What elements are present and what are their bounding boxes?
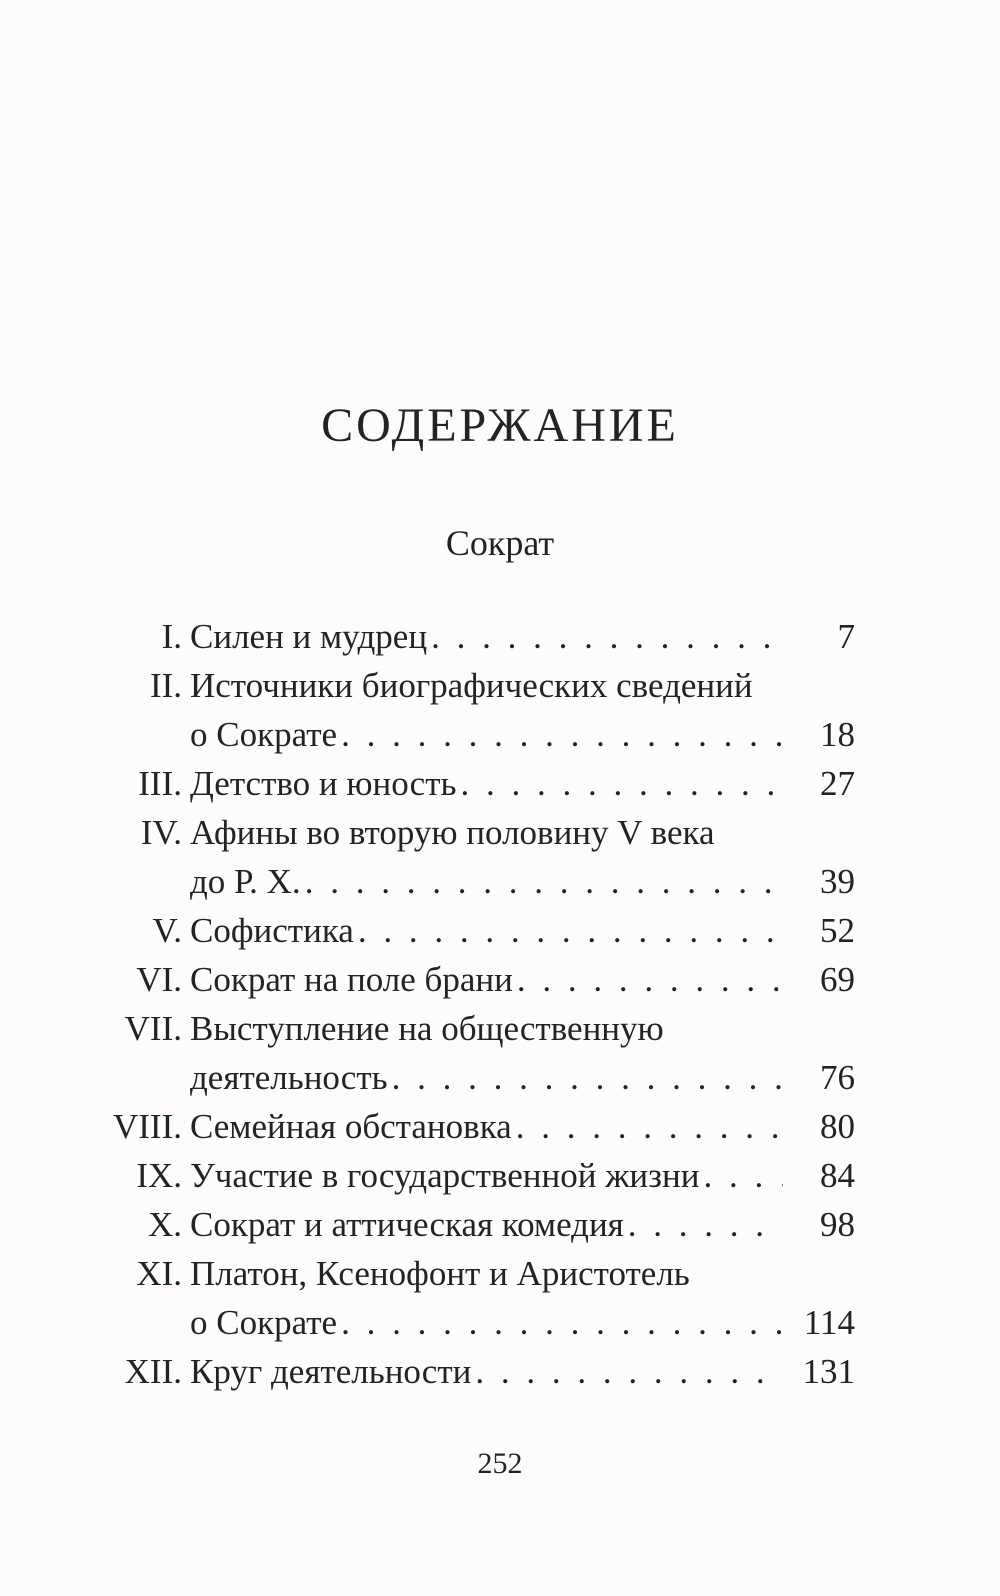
table-of-contents (100, 612, 855, 1396)
chapter-title-continuation: деятельность (190, 1058, 388, 1097)
chapter-number: I. (161, 617, 182, 656)
chapter-number: X. (147, 1205, 182, 1244)
toc-entry[interactable] (100, 1200, 855, 1249)
section-title: Сократ (445, 523, 555, 563)
toc-entry-continuation[interactable] (100, 1053, 855, 1102)
chapter-number: III. (138, 764, 182, 803)
chapter-title: Афины во вторую половину V века (190, 813, 715, 852)
chapter-title-continuation: о Сократе (190, 715, 338, 754)
page-title: СОДЕРЖАНИЕ (321, 399, 679, 452)
chapter-title: Семейная обстановка (190, 1107, 512, 1146)
toc-entry[interactable] (100, 661, 855, 710)
toc-entry[interactable] (100, 612, 855, 661)
toc-entry-continuation[interactable] (100, 710, 855, 759)
chapter-number: VIII. (113, 1107, 182, 1146)
dot-leader (337, 710, 783, 759)
dot-leader (337, 1298, 783, 1347)
toc-entry[interactable] (100, 955, 855, 1004)
chapter-page: 80 (820, 1107, 855, 1146)
toc-entry[interactable] (100, 1151, 855, 1200)
chapter-title: Круг деятельности (190, 1352, 472, 1391)
dot-leader (427, 612, 783, 661)
dot-leader (456, 759, 783, 808)
dot-leader (471, 1347, 783, 1396)
chapter-page: 69 (820, 960, 855, 999)
chapter-title: Силен и мудрец (190, 617, 428, 656)
dot-leader (513, 955, 783, 1004)
toc-entry[interactable] (100, 759, 855, 808)
toc-entry[interactable] (100, 906, 855, 955)
chapter-page: 114 (803, 1303, 855, 1342)
chapter-number: VI. (136, 960, 182, 999)
chapter-page: 84 (820, 1156, 855, 1195)
toc-entry[interactable] (100, 808, 855, 857)
chapter-title: Сократ и аттическая комедия (190, 1205, 624, 1244)
chapter-title: Сократ на поле брани (190, 960, 513, 999)
chapter-page: 76 (820, 1058, 855, 1097)
page-number: 252 (477, 1447, 523, 1480)
chapter-title: Детство и юность (190, 764, 457, 803)
chapter-page: 7 (837, 617, 855, 656)
chapter-title: Выступление на общественную (190, 1009, 664, 1048)
chapter-number: II. (149, 666, 182, 705)
toc-entry[interactable] (100, 1249, 855, 1298)
chapter-title-continuation: до Р. Х. (190, 862, 301, 901)
toc-entry[interactable] (100, 1347, 855, 1396)
chapter-page: 18 (820, 715, 855, 754)
dot-leader (512, 1102, 783, 1151)
chapter-title-continuation: о Сократе (190, 1303, 338, 1342)
chapter-number: IX. (136, 1156, 182, 1195)
chapter-number: XII. (124, 1352, 182, 1391)
chapter-page: 27 (820, 764, 855, 803)
toc-entry-continuation[interactable] (100, 857, 855, 906)
chapter-title: Источники биографических сведений (190, 666, 753, 705)
chapter-number: IV. (140, 813, 182, 852)
chapter-number: VII. (124, 1009, 182, 1048)
dot-leader (699, 1151, 783, 1200)
dot-leader (388, 1053, 783, 1102)
dot-leader (624, 1200, 783, 1249)
chapter-title: Участие в государственной жизни (190, 1156, 700, 1195)
chapter-page: 131 (802, 1352, 855, 1391)
dot-leader (354, 906, 783, 955)
chapter-page: 39 (820, 862, 855, 901)
chapter-number: XI. (136, 1254, 182, 1293)
chapter-title: Платон, Ксенофонт и Аристотель (190, 1254, 690, 1293)
dot-leader (301, 857, 783, 906)
chapter-page: 98 (820, 1205, 855, 1244)
chapter-page: 52 (820, 911, 855, 950)
chapter-number: V. (152, 911, 182, 950)
toc-entry-continuation[interactable] (100, 1298, 855, 1347)
toc-entry[interactable] (100, 1004, 855, 1053)
chapter-title: Софистика (190, 911, 354, 950)
toc-entry[interactable] (100, 1102, 855, 1151)
